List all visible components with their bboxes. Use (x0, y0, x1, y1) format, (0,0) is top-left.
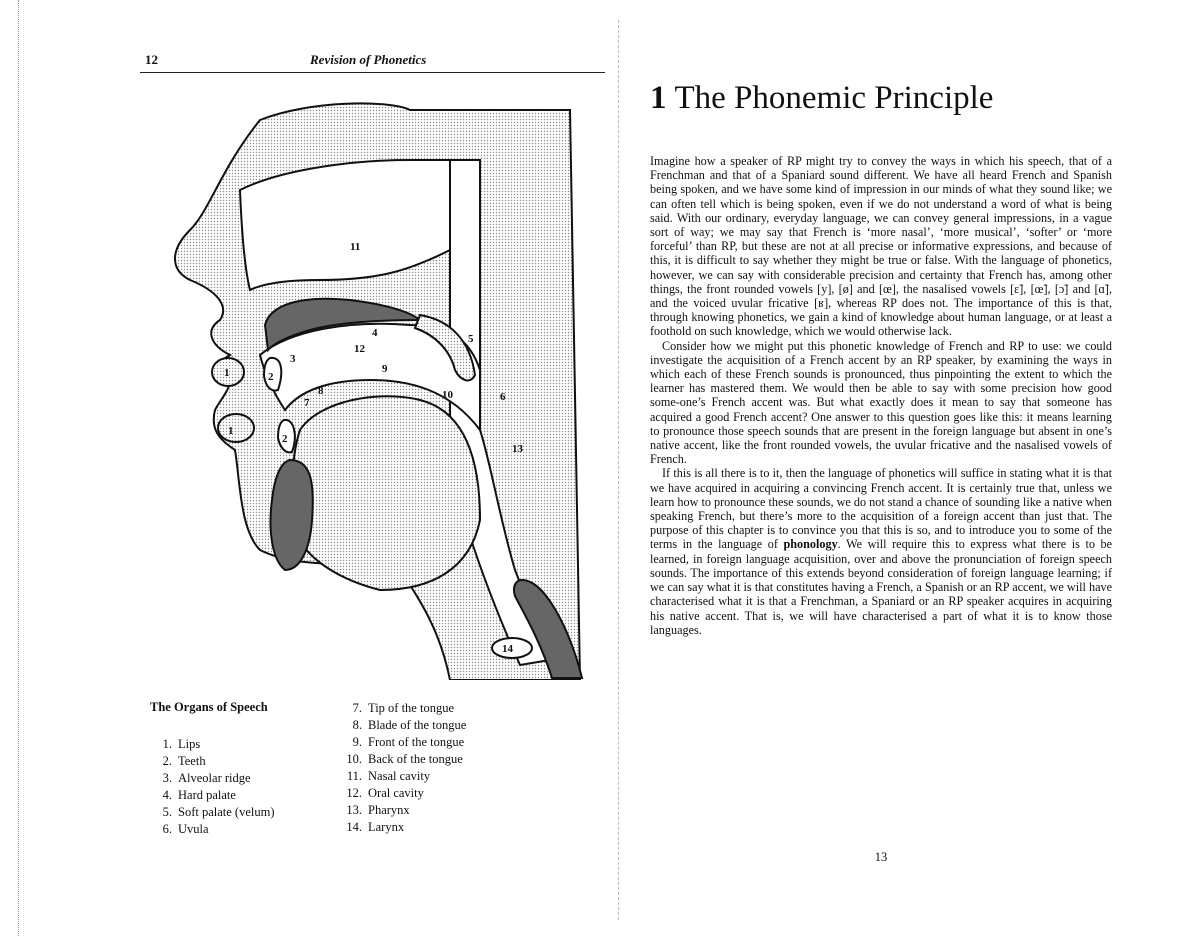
legend-item: 9. Front of the tongue (352, 735, 465, 749)
page-number-left: 12 (145, 52, 158, 67)
diagram-label-2-lower: 2 (282, 433, 288, 445)
diagram-label-11: 11 (350, 241, 361, 253)
legend-item: 12. Oral cavity (346, 786, 424, 800)
chapter-body (650, 154, 1112, 637)
legend-column-1 (150, 736, 275, 838)
diagram-label-13: 13 (512, 443, 523, 455)
legend-item: 11. Nasal cavity (346, 769, 431, 783)
diagram-label-1-lower: 1 (228, 425, 234, 437)
legend-item: 1. Lips (162, 737, 201, 751)
chapter-title: The Phonemic Principle (674, 80, 994, 116)
organs-legend (150, 700, 600, 850)
legend-item: 3. Alveolar ridge (162, 771, 251, 785)
diagram-label-14: 14 (502, 643, 513, 655)
legend-item: 13. Pharynx (346, 803, 410, 817)
diagram-label-1-upper: 1 (224, 367, 230, 379)
scan-edge (18, 0, 19, 936)
legend-item: 7. Tip of the tongue (352, 701, 454, 715)
chapter-number: 1 (650, 80, 667, 116)
legend-item: 14. Larynx (346, 820, 405, 834)
legend-item: 2. Teeth (162, 754, 206, 768)
diagram-label-2-upper: 2 (268, 371, 274, 383)
left-page (140, 40, 610, 920)
bold-term-phonology: phonology (783, 537, 838, 552)
lower-lip-shape (218, 414, 254, 442)
legend-item: 4. Hard palate (162, 788, 236, 802)
page-number-right: 13 (874, 850, 888, 864)
paragraph-1: Imagine how a speaker of RP might try to convey the ways in which his speech, that of a Frenchman and that of a Spaniard sound different. We have all heard French and Spanish being spoken, and we have some kind of impression in our minds of what they sound like; we can often tell which is being spoken, even if we do not understand a word of what is being said. With our ordinary, everyday language, we can convey general impressions, in a vague sort of way; we may say that French is ‘more nasal’, ‘more musical’, ‘softer’ or ‘more forceful’ than RP, but these are not at all precise or informative expressions, and because of this, it is difficult to say whether they might be true or false. With the language of phonetics, however, we can say with considerable precision and certainty that French has, among other things, the front rounded vowels [y], [ø] and [œ], the nasalised vowels [ɛ̃], [œ̃], [ɔ̃] and [ɑ̃], and the voiced uvular fricative [ʁ], whereas RP does not. The importance of this is that, through knowing phonetics, we gain a kind of knowledge about human language, or at least a foothold on such knowledge, which we would otherwise lack. (650, 154, 1112, 339)
chapter-heading (650, 80, 1120, 117)
legend-item: 5. Soft palate (velum) (162, 805, 275, 819)
running-head (140, 50, 605, 73)
diagram-label-8: 8 (318, 385, 324, 397)
organs-of-speech-diagram (150, 100, 590, 680)
paragraph-3: If this is all there is to it, then the language of phonetics will suffice in stating what it is that we have acquired in acquiring a convincing French accent. It is certainly true that, unless we learn how to pronounce these sounds, we do not stand a chance of sounding like a native when speaking French, but there’s more to the acquisition of a foreign accent than just that. The purpose of this chapter is to convince you that this is so, and to introduce you to some of the terms in the language of phonology. We will require this to express what there is to be learned, in foreign language acquisition, over and above the pronunciation of foreign speech sounds. The importance of this extends beyond consideration of foreign language learning; if we can say what it is that constitutes having a French, a Spanish or an RP accent, we will have characterised what it is that a Frenchman, a Spaniard or an RP speaker acquires in acquiring his native accent. That is, we will have characterised a part of what it is to know those languages. (650, 466, 1113, 637)
legend-item: 8. Blade of the tongue (352, 718, 467, 732)
running-title: Revision of Phonetics (310, 52, 427, 67)
diagram-label-6: 6 (500, 391, 506, 403)
diagram-label-5: 5 (468, 333, 474, 345)
diagram-label-7: 7 (304, 397, 310, 409)
legend-item: 6. Uvula (162, 822, 209, 836)
diagram-label-9: 9 (382, 363, 388, 375)
diagram-label-3: 3 (290, 353, 296, 365)
paragraph-2: Consider how we might put this phonetic knowledge of French and RP to use: we could investigate the acquisition of a French accent by an RP speaker, by examining the ways in which each of these French sounds is pronounced, thus pinpointing the extent to which the learner has mastered them. We would then be able to say with some precision how good some-one’s French accent was. But what exactly does it mean to say that someone has acquired a good French accent? One answer to this question goes like this: it means learning to pronounce those speech sounds that are present in the foreign language but absent in one’s native accent, like the front rounded vowels, the uvular fricative and the nasalised vowels of French. (650, 338, 1112, 467)
book-gutter (618, 20, 619, 920)
diagram-label-4: 4 (372, 327, 378, 339)
legend-item: 10. Back of the tongue (346, 752, 463, 766)
diagram-label-12: 12 (354, 343, 365, 355)
right-page (650, 60, 1120, 920)
diagram-label-10: 10 (442, 389, 453, 401)
legend-column-2 (340, 700, 466, 836)
legend-title: The Organs of Speech (150, 700, 268, 714)
tongue-shape (293, 396, 481, 590)
